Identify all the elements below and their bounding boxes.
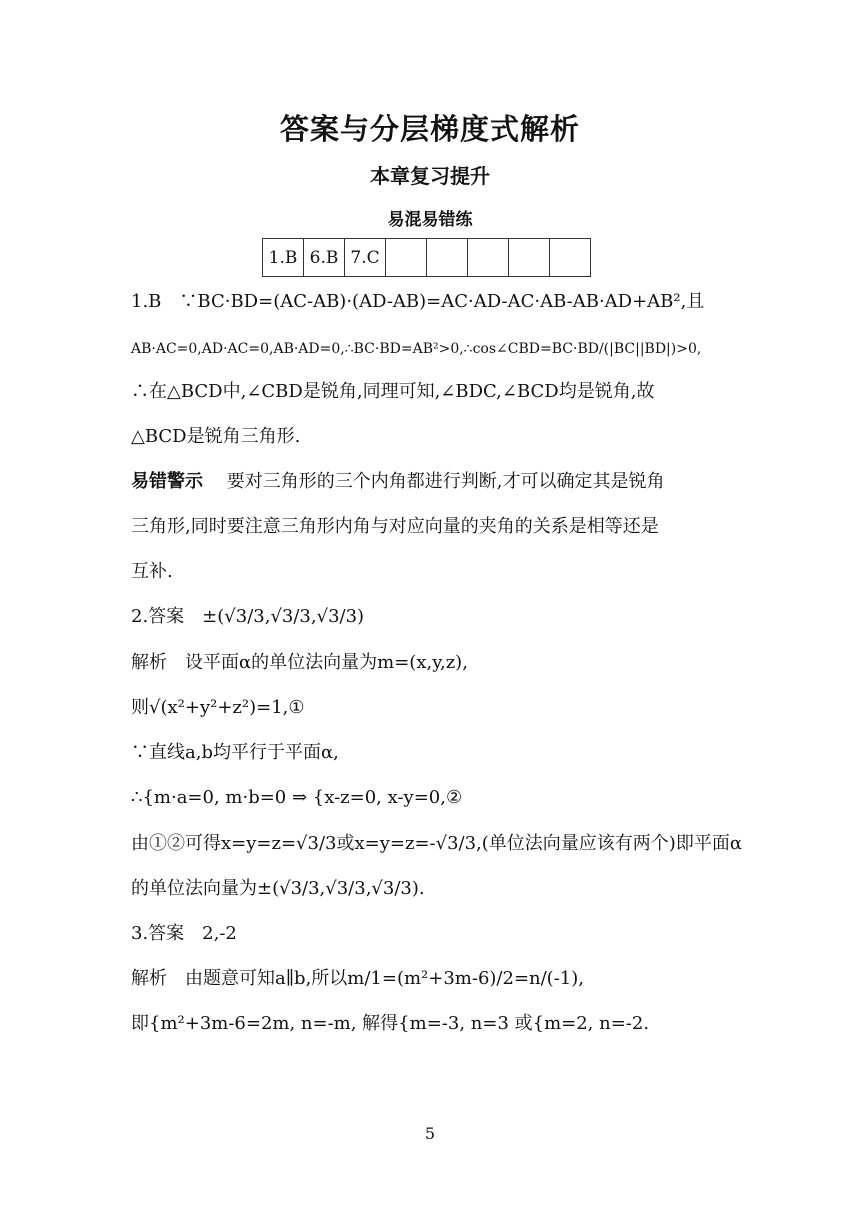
solution-2-line-5: 由①②可得x=y=z=√3/3或x=y=z=-√3/3,(单位法向量应该有两个)即平面α [131,833,742,854]
answer-table [262,238,591,277]
answer-3: 3.答案 2,-2 [131,923,237,944]
warning-line-1 [131,470,664,494]
warning-text: 要对三角形的三个内角都进行判断,才可以确定其是锐角 [226,471,665,492]
solution-1-line-3: ∴在△BCD中,∠CBD是锐角,同理可知,∠BDC,∠BCD均是锐角,故 [131,381,655,402]
chapter-subtitle: 本章复习提升 [370,164,490,188]
answer-cell [386,239,427,277]
page-number: 5 [424,1124,436,1143]
solution-1-line-2: AB·AC=0,AD·AC=0,AB·AD=0,∴BC·BD=AB²>0,∴cos∠CBD=BC·BD/(|BC||BD|)>0, [131,341,702,357]
warning-label: 易错警示 [131,471,203,492]
answer-cell [509,239,550,277]
warning-line-2: 三角形,同时要注意三角形内角与对应向量的夹角的关系是相等还是 [131,516,659,537]
answer-cell: 7.C [345,239,386,277]
answer-cell: 6.B [304,239,345,277]
section-heading: 易混易错练 [387,210,473,230]
answer-cell [550,239,591,277]
solution-3-line-2: 即{m²+3m-6=2m, n=-m, 解得{m=-3, n=3 或{m=2, n=-2. [131,1013,650,1034]
solution-2-line-4: ∴{m·a=0, m·b=0 ⇒ {x-z=0, x-y=0,② [131,787,463,808]
answer-cell: 1.B [263,239,304,277]
answer-cell [468,239,509,277]
page-title: 答案与分层梯度式解析 [279,112,580,146]
solution-1-line-4: △BCD是锐角三角形. [131,426,301,447]
solution-2-line-3: ∵直线a,b均平行于平面α, [131,742,339,763]
solution-1-line-1: 1.B ∵BC·BD=(AC-AB)·(AD-AB)=AC·AD-AC·AB-AB·AD+AB²,且 [131,291,705,312]
solution-3-line-1: 解析 由题意可知a∥b,所以m/1=(m²+3m-6)/2=n/(-1), [131,968,584,989]
warning-line-3: 互补. [131,561,173,582]
solution-2-line-1: 解析 设平面α的单位法向量为m=(x,y,z), [131,652,468,673]
solution-2-line-6: 的单位法向量为±(√3/3,√3/3,√3/3). [131,878,425,899]
solution-2-line-2: 则√(x²+y²+z²)=1,① [131,697,305,718]
answer-cell [427,239,468,277]
answer-2: 2.答案 ±(√3/3,√3/3,√3/3) [131,606,365,627]
